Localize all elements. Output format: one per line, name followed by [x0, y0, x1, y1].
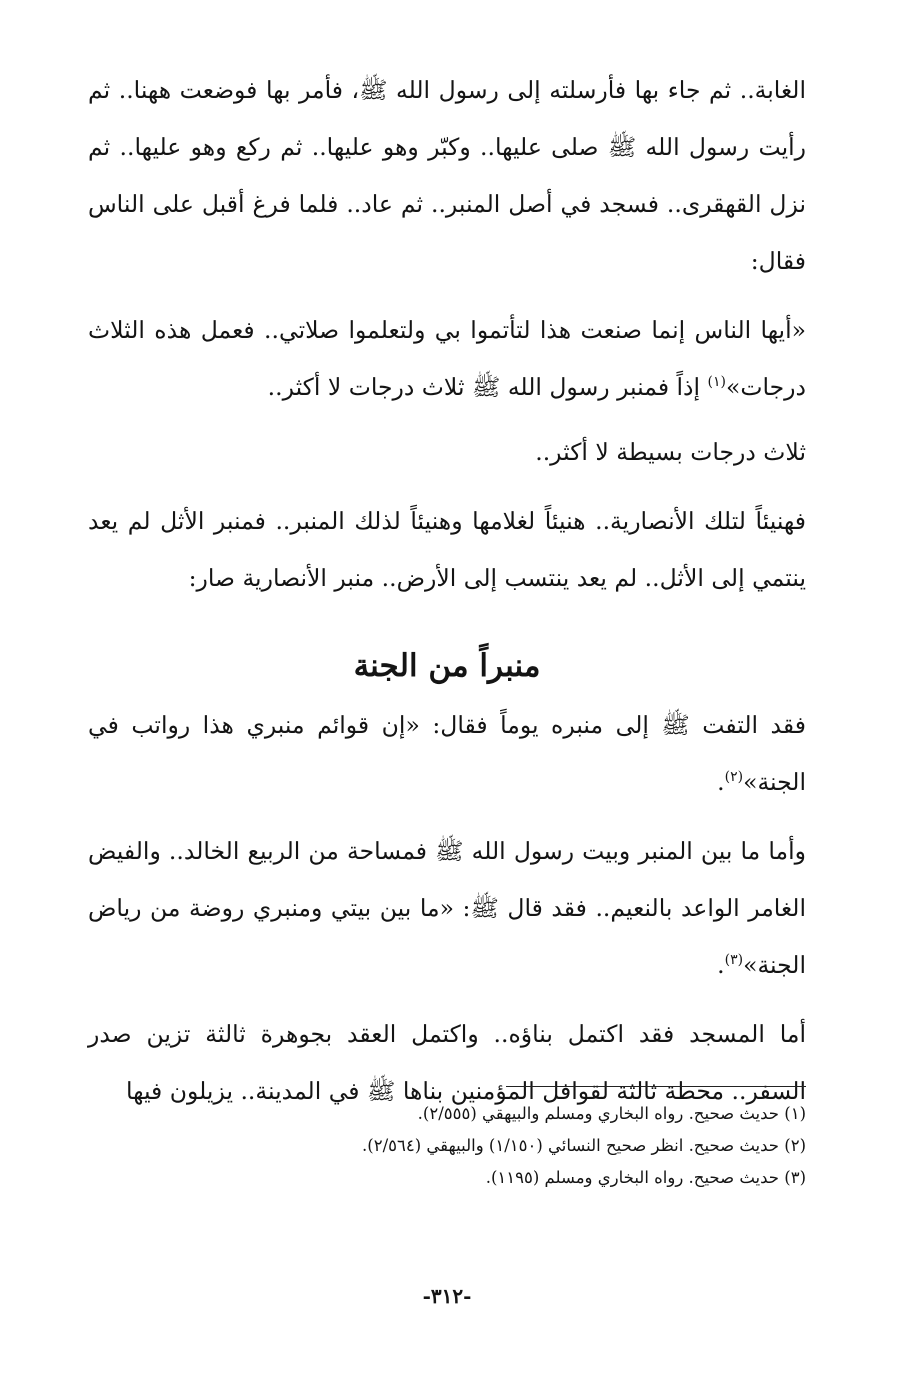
hadith-quote: «أيها الناس إنما صنعت هذا لتأتموا بي ولتعلموا صلاتي.. فعمل هذه الثلاث درجات»: [88, 316, 806, 401]
paragraph-6-text: وأما ما بين المنبر وبيت رسول الله ﷺ فمساحة من الربيع الخالد.. والفيض الغامر الواعد بالنعيم.. فقد قال ﷺ: «ما بين بيتي ومنبري روضة من رياض الجنة»: [88, 837, 806, 979]
page-number: -٣١٢-: [422, 1284, 472, 1308]
paragraph-3: ثلاث درجات بسيطة لا أكثر..: [535, 438, 806, 466]
paragraph-5-text: فقد التفت ﷺ إلى منبره يوماً فقال: «إن قوائم منبري هذا رواتب في الجنة»: [88, 711, 806, 796]
footnote-ref-3[interactable]: (٣): [724, 952, 744, 969]
section-heading: منبراً من الجنة: [353, 648, 541, 684]
footnote-divider: [506, 1086, 806, 1087]
footnotes: [88, 1098, 806, 1194]
paragraph-1: الغابة.. ثم جاء بها فأرسلته إلى رسول الله ﷺ، فأمر بها فوضعت ههنا.. ثم رأيت رسول الله ﷺ صلى عليها.. وكبّر وهو عليها.. ثم ركع وهو عليها.. ثم نزل القهقرى.. فسجد في أصل المنبر.. ثم عاد.. فلما فرغ أقبل على الناس فقال:: [88, 76, 806, 275]
footnote-1: (١) حديث صحيح. رواه البخاري ومسلم والبيهقي (٢/٥٥٥).: [417, 1104, 806, 1123]
paragraph-5-end: .: [717, 768, 725, 796]
footnote-ref-2[interactable]: (٢): [724, 769, 744, 786]
paragraph-6-end: .: [717, 951, 725, 979]
footnote-3: (٣) حديث صحيح. رواه البخاري ومسلم (١١٩٥).: [485, 1168, 806, 1187]
paragraph-2-tail: إذاً فمنبر رسول الله ﷺ ثلاث درجات لا أكثر..: [267, 373, 708, 401]
paragraph-4: فهنيئاً لتلك الأنصارية.. هنيئاً لغلامها وهنيئاً لذلك المنبر.. فمنبر الأثل لم يعد ينتمي إلى الأثل.. لم يعد ينتسب إلى الأرض.. منبر الأنصارية صار:: [88, 507, 806, 592]
page-body: [88, 62, 806, 1352]
footnote-ref-1[interactable]: (١): [707, 374, 726, 391]
paragraph-7: أما المسجد فقد اكتمل بناؤه.. واكتمل العقد بجوهرة ثالثة تزين صدر السفر.. محطة ثالثة لقوافل المؤمنين بناها ﷺ في المدينة.. يزيلون فيها: [88, 1020, 806, 1105]
paragraph-5: [88, 697, 806, 811]
paragraph-2: [88, 302, 806, 416]
paragraph-6: [88, 823, 806, 994]
footnote-2: (٢) حديث صحيح. انظر صحيح النسائي (١/١٥٠) والبيهقي (٢/٥٦٤).: [362, 1136, 806, 1155]
